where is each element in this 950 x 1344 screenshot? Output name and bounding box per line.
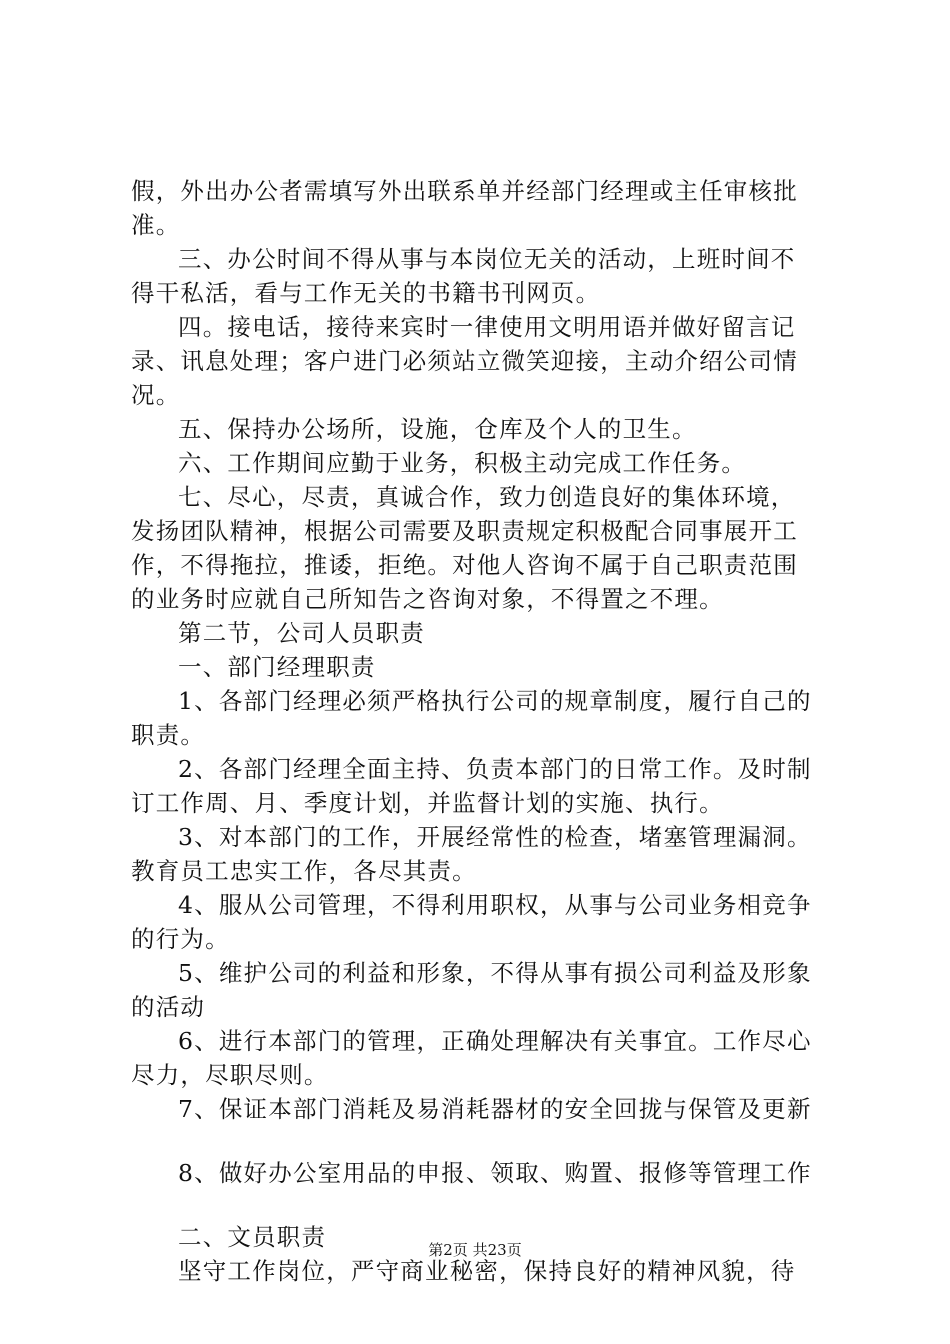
text-line: 假，外出办公者需填写外出联系单并经部门经理或主任审核批 bbox=[131, 177, 798, 205]
section-heading: 第二节，公司人员职责 bbox=[178, 619, 425, 647]
text-line: 准。 bbox=[131, 211, 181, 239]
text-line: 5、维护公司的利益和形象，不得从事有损公司利益及形象 bbox=[178, 959, 812, 987]
text-line: 教育员工忠实工作，各尽其责。 bbox=[131, 857, 477, 885]
text-line: 的业务时应就自己所知告之咨询对象，不得置之不理。 bbox=[131, 585, 724, 613]
text-line: 录、讯息处理；客户进门必须站立微笑迎接，主动介绍公司情 bbox=[131, 347, 798, 375]
text-line: 况。 bbox=[131, 381, 181, 409]
text-line: 三、办公时间不得从事与本岗位无关的活动，上班时间不 bbox=[178, 245, 796, 273]
text-line: 8、做好办公室用品的申报、领取、购置、报修等管理工作 bbox=[178, 1159, 812, 1187]
text-line: 的活动 bbox=[131, 993, 206, 1021]
text-line: 尽力，尽职尽则。 bbox=[131, 1061, 329, 1089]
text-line: 4、服从公司管理，不得利用职权，从事与公司业务相竞争 bbox=[178, 891, 812, 919]
text-line: 五、保持办公场所，设施，仓库及个人的卫生。 bbox=[178, 415, 697, 443]
text-line: 3、对本部门的工作，开展经常性的检查，堵塞管理漏洞。 bbox=[178, 823, 812, 851]
text-line: 坚守工作岗位，严守商业秘密，保持良好的精神风貌，待 bbox=[178, 1257, 796, 1285]
text-line: 作，不得拖拉，推诿，拒绝。对他人咨询不属于自己职责范围 bbox=[131, 551, 798, 579]
text-line: 1、各部门经理必须严格执行公司的规章制度，履行自己的 bbox=[178, 687, 812, 715]
text-line: 的行为。 bbox=[131, 925, 230, 953]
text-line: 职责。 bbox=[131, 721, 206, 749]
text-line: 七、尽心，尽责，真诚合作，致力创造良好的集体环境， bbox=[178, 483, 796, 511]
text-line: 发扬团队精神，根据公司需要及职责规定积极配合同事展开工 bbox=[131, 517, 798, 545]
text-line: 2、各部门经理全面主持、负责本部门的日常工作。及时制 bbox=[178, 755, 812, 783]
text-line: 6、进行本部门的管理，正确处理解决有关事宜。工作尽心 bbox=[178, 1027, 812, 1055]
text-line: 订工作周、月、季度计划，并监督计划的实施、执行。 bbox=[131, 789, 724, 817]
subsection-heading: 一、部门经理职责 bbox=[178, 653, 376, 681]
text-line: 六、工作期间应勤于业务，积极主动完成工作任务。 bbox=[178, 449, 747, 477]
text-line: 得干私活，看与工作无关的书籍书刊网页。 bbox=[131, 279, 601, 307]
text-line: 四。接电话，接待来宾时一律使用文明用语并做好留言记 bbox=[178, 313, 796, 341]
text-line: 7、保证本部门消耗及易消耗器材的安全回拢与保管及更新 bbox=[178, 1095, 812, 1123]
subsection-heading: 二、文员职责 bbox=[178, 1223, 327, 1251]
page-number-footer: 第2页 共23页 bbox=[428, 1241, 522, 1259]
